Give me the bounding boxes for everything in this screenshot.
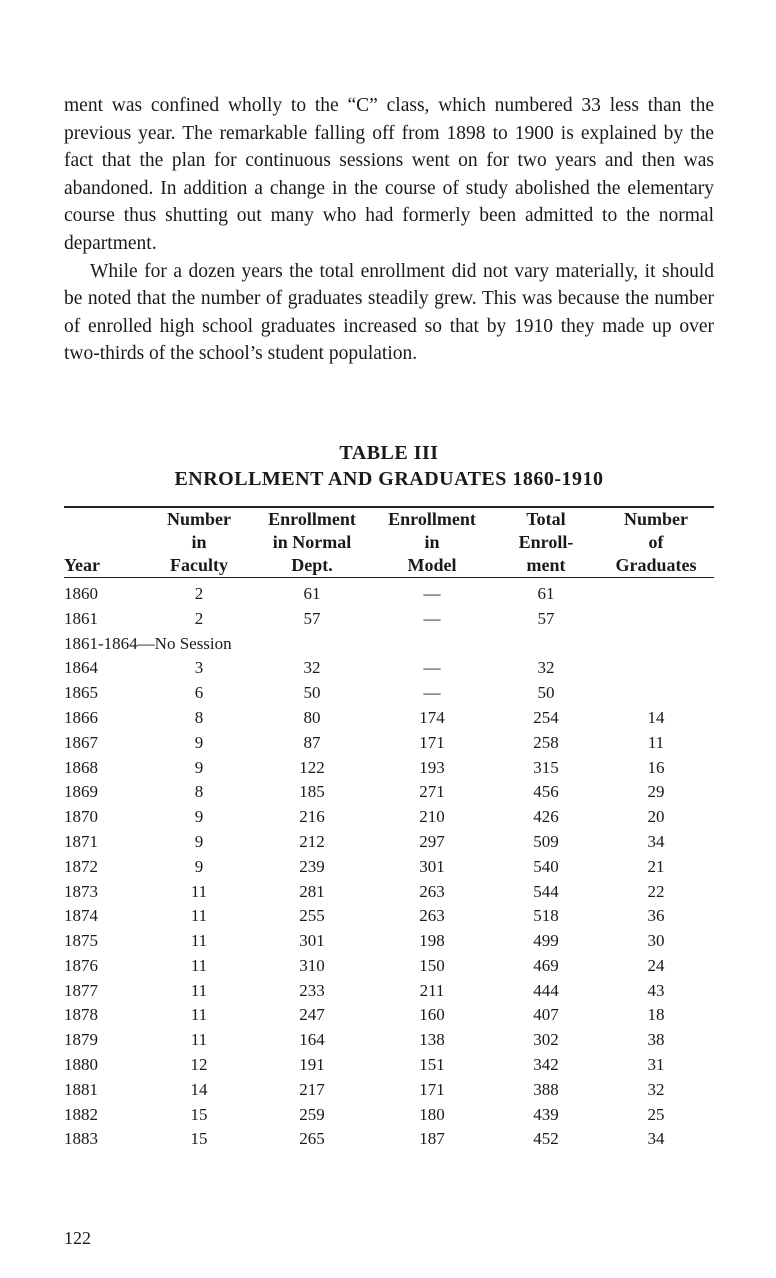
cell-model-enrollment: —: [423, 683, 441, 703]
page-content: [64, 92, 714, 1152]
cell-graduates: 32: [647, 1079, 665, 1099]
table-row: [64, 805, 714, 830]
cell-faculty: 2: [194, 583, 204, 603]
table-row: [64, 979, 714, 1004]
cell-normal-enrollment: 185: [299, 782, 325, 802]
cell-faculty: 8: [194, 782, 204, 802]
cell-graduates: 22: [647, 881, 665, 901]
cell-graduates: 34: [647, 831, 665, 851]
cell-graduates: 18: [647, 1005, 665, 1025]
cell-total-enrollment: 50: [537, 683, 555, 703]
cell-model-enrollment: —: [423, 583, 441, 603]
cell-graduates: 20: [647, 807, 665, 827]
cell-year: 1869: [64, 782, 98, 802]
cell-normal-enrollment: 216: [299, 807, 325, 827]
cell-total-enrollment: 407: [533, 1005, 559, 1025]
cell-total-enrollment: 469: [533, 955, 559, 975]
cell-total-enrollment: 302: [533, 1030, 559, 1050]
cell-faculty: 15: [190, 1129, 208, 1149]
header-total: Total Enroll- ment: [518, 508, 574, 575]
cell-faculty: 9: [194, 732, 204, 752]
table-row: [64, 1053, 714, 1078]
cell-model-enrollment: —: [423, 608, 441, 628]
table-number: TABLE III: [339, 441, 439, 464]
cell-model-enrollment: 174: [419, 707, 445, 727]
cell-graduates: [598, 656, 714, 681]
paragraph-2: While for a dozen years the total enrollment did not vary materially, it should be noted that the number of graduates steadily grew. This was because the number of enrolled high school graduates increased so that by 1910 they made up over two-thirds of the school’s student population.: [64, 260, 714, 365]
cell-graduates: [598, 681, 714, 706]
cell-total-enrollment: 426: [533, 807, 559, 827]
cell-model-enrollment: 211: [419, 980, 445, 1000]
cell-normal-enrollment: 255: [299, 906, 325, 926]
page-number: 122: [64, 1228, 91, 1248]
cell-graduates: [598, 577, 714, 606]
cell-total-enrollment: 456: [533, 782, 559, 802]
cell-year: 1860: [64, 583, 98, 603]
cell-year: 1878: [64, 1005, 98, 1025]
cell-graduates: 14: [647, 707, 665, 727]
cell-total-enrollment: 57: [537, 608, 555, 628]
table-row: [64, 855, 714, 880]
cell-graduates: 21: [647, 856, 665, 876]
table-row: [64, 954, 714, 979]
table-row: [64, 904, 714, 929]
table-row: [64, 780, 714, 805]
cell-faculty: 11: [190, 1005, 208, 1025]
cell-model-enrollment: 297: [419, 831, 445, 851]
cell-year: 1873: [64, 881, 98, 901]
cell-total-enrollment: 315: [533, 757, 559, 777]
cell-year: 1864: [64, 658, 98, 678]
cell-year: 1865: [64, 683, 98, 703]
cell-model-enrollment: 180: [419, 1104, 445, 1124]
cell-faculty: 9: [194, 757, 204, 777]
cell-normal-enrollment: 301: [299, 931, 325, 951]
cell-faculty: 11: [190, 906, 208, 926]
table-row: [64, 1127, 714, 1152]
cell-normal-enrollment: 191: [299, 1055, 325, 1075]
enrollment-table-container: [64, 506, 714, 1152]
paragraph-1: ment was confined wholly to the “C” class, which numbered 33 less than the previous year. The remarkable falling off from 1898 to 1900 is explained by the fact that the plan for continuous sessions went on for two years and then was abandoned. In addition a change in the course of study abolished the elementary course thus shutting out many who had formerly been admitted to the normal department.: [64, 95, 714, 254]
cell-total-enrollment: 258: [533, 732, 559, 752]
cell-normal-enrollment: 80: [303, 707, 321, 727]
cell-normal-enrollment: 239: [299, 856, 325, 876]
table-row: [64, 706, 714, 731]
cell-model-enrollment: 271: [419, 782, 445, 802]
cell-model-enrollment: 198: [419, 931, 445, 951]
cell-year: 1871: [64, 831, 98, 851]
cell-normal-enrollment: 233: [299, 980, 325, 1000]
cell-year: 1879: [64, 1030, 98, 1050]
cell-faculty: 9: [194, 856, 204, 876]
cell-year: 1880: [64, 1055, 98, 1075]
cell-model-enrollment: —: [423, 658, 441, 678]
cell-graduates: 30: [647, 931, 665, 951]
cell-total-enrollment: 61: [537, 583, 555, 603]
cell-faculty: 11: [190, 881, 208, 901]
cell-total-enrollment: 540: [533, 856, 559, 876]
cell-normal-enrollment: 61: [303, 583, 321, 603]
cell-faculty: 2: [194, 608, 204, 628]
cell-faculty: 9: [194, 807, 204, 827]
cell-normal-enrollment: 265: [299, 1129, 325, 1149]
header-faculty: Number in Faculty: [167, 508, 231, 575]
cell-total-enrollment: 499: [533, 931, 559, 951]
table-row: [64, 1103, 714, 1128]
cell-year: 1866: [64, 707, 98, 727]
cell-year: 1883: [64, 1129, 98, 1149]
cell-total-enrollment: 32: [537, 658, 555, 678]
cell-graduates: 36: [647, 906, 665, 926]
cell-total-enrollment: 518: [533, 906, 559, 926]
cell-total-enrollment: 509: [533, 831, 559, 851]
table-row: [64, 756, 714, 781]
cell-faculty: 6: [194, 683, 204, 703]
table-row: [64, 656, 714, 681]
cell-normal-enrollment: 32: [303, 658, 321, 678]
cell-graduates: 25: [647, 1104, 665, 1124]
table-row: [64, 880, 714, 905]
cell-normal-enrollment: 122: [299, 757, 325, 777]
cell-model-enrollment: 187: [419, 1129, 445, 1149]
cell-model-enrollment: 138: [419, 1030, 445, 1050]
table-row: [64, 1078, 714, 1103]
cell-normal-enrollment: 247: [299, 1005, 325, 1025]
cell-faculty: 8: [194, 707, 204, 727]
header-model: Enrollment in Model: [388, 508, 476, 575]
cell-faculty: 9: [194, 831, 204, 851]
cell-graduates: 29: [647, 782, 665, 802]
header-year: Year: [64, 554, 100, 575]
table-header: [64, 507, 714, 578]
cell-graduates: 38: [647, 1030, 665, 1050]
table-row: [64, 632, 714, 657]
cell-year: 1861: [64, 608, 98, 628]
cell-model-enrollment: 263: [419, 906, 445, 926]
table-body: [64, 577, 714, 1152]
cell-faculty: 11: [190, 980, 208, 1000]
cell-model-enrollment: 160: [419, 1005, 445, 1025]
table-row: [64, 929, 714, 954]
table-row: [64, 830, 714, 855]
cell-normal-enrollment: 217: [299, 1079, 325, 1099]
cell-faculty: 12: [190, 1055, 208, 1075]
cell-total-enrollment: 452: [533, 1129, 559, 1149]
cell-model-enrollment: 193: [419, 757, 445, 777]
cell-normal-enrollment: 310: [299, 955, 325, 975]
cell-year: 1874: [64, 906, 98, 926]
cell-normal-enrollment: 50: [303, 683, 321, 703]
cell-year: 1876: [64, 955, 98, 975]
cell-total-enrollment: 444: [533, 980, 559, 1000]
header-graduates: Number of Graduates: [615, 508, 697, 575]
cell-model-enrollment: 301: [419, 856, 445, 876]
cell-year: 1882: [64, 1104, 98, 1124]
cell-model-enrollment: 151: [419, 1055, 445, 1075]
cell-year: 1875: [64, 931, 98, 951]
table-row: [64, 1028, 714, 1053]
table-note: 1861-1864—No Session: [64, 633, 232, 653]
cell-graduates: 43: [647, 980, 665, 1000]
cell-total-enrollment: 342: [533, 1055, 559, 1075]
cell-normal-enrollment: 57: [303, 608, 321, 628]
cell-year: 1872: [64, 856, 98, 876]
table-row: [64, 681, 714, 706]
cell-faculty: 11: [190, 931, 208, 951]
cell-year: 1867: [64, 732, 98, 752]
cell-faculty: 3: [194, 658, 204, 678]
cell-graduates: 24: [647, 955, 665, 975]
table-title: [64, 440, 714, 492]
cell-model-enrollment: 210: [419, 807, 445, 827]
cell-graduates: 16: [647, 757, 665, 777]
cell-normal-enrollment: 164: [299, 1030, 325, 1050]
cell-year: 1868: [64, 757, 98, 777]
table-row: [64, 607, 714, 632]
cell-model-enrollment: 263: [419, 881, 445, 901]
cell-graduates: 31: [647, 1055, 665, 1075]
cell-year: 1881: [64, 1079, 98, 1099]
header-normal: Enrollment in Normal Dept.: [268, 508, 356, 575]
cell-model-enrollment: 150: [419, 955, 445, 975]
cell-graduates: [598, 607, 714, 632]
cell-normal-enrollment: 212: [299, 831, 325, 851]
cell-total-enrollment: 254: [533, 707, 559, 727]
table-row: [64, 731, 714, 756]
cell-year: 1870: [64, 807, 98, 827]
cell-normal-enrollment: 259: [299, 1104, 325, 1124]
table-caption: ENROLLMENT AND GRADUATES 1860-1910: [174, 467, 604, 490]
cell-total-enrollment: 544: [533, 881, 559, 901]
cell-normal-enrollment: 281: [299, 881, 325, 901]
cell-faculty: 11: [190, 1030, 208, 1050]
table-row: [64, 1003, 714, 1028]
cell-faculty: 15: [190, 1104, 208, 1124]
table-row: [64, 577, 714, 606]
cell-total-enrollment: 388: [533, 1079, 559, 1099]
enrollment-table: [64, 506, 714, 1152]
cell-year: 1877: [64, 980, 98, 1000]
cell-model-enrollment: 171: [419, 732, 445, 752]
cell-normal-enrollment: 87: [303, 732, 321, 752]
cell-faculty: 14: [190, 1079, 208, 1099]
cell-graduates: 34: [647, 1129, 665, 1149]
cell-graduates: 11: [647, 732, 665, 752]
cell-model-enrollment: 171: [419, 1079, 445, 1099]
cell-total-enrollment: 439: [533, 1104, 559, 1124]
cell-faculty: 11: [190, 955, 208, 975]
